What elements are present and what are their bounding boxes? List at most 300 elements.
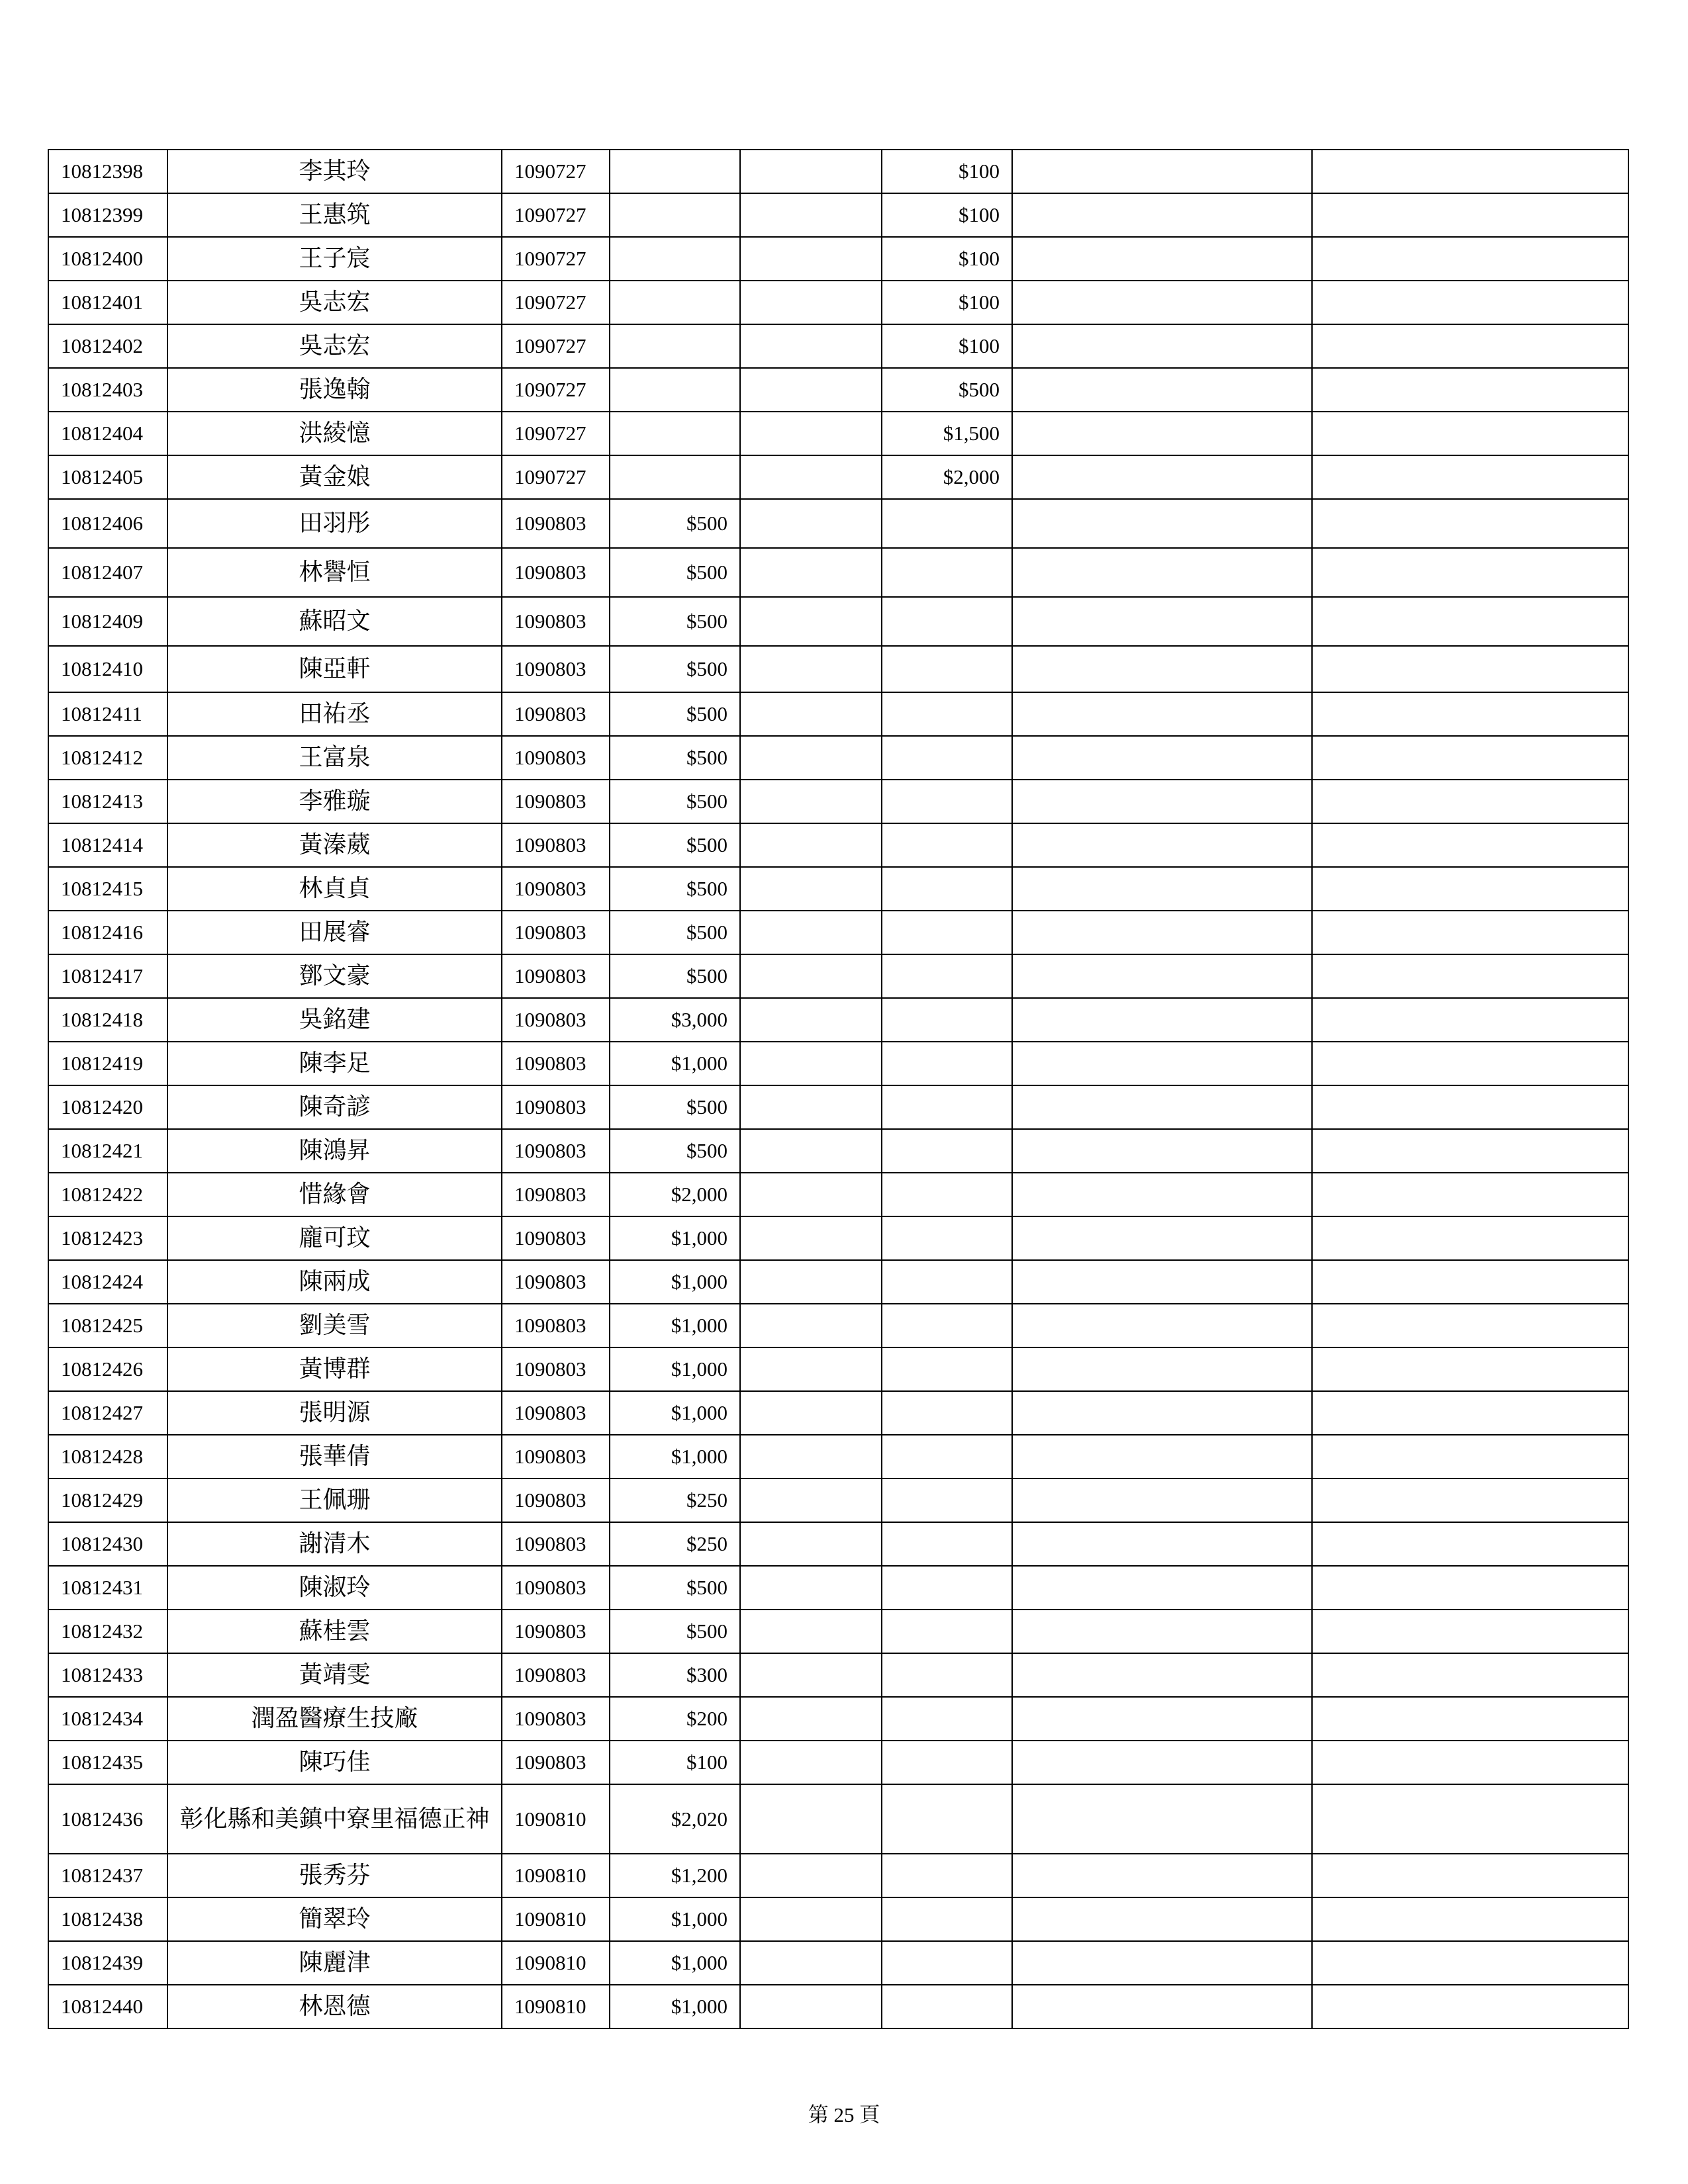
date-cell: 1090803 xyxy=(502,1741,610,1784)
amount-alt-cell xyxy=(882,867,1012,911)
table-row xyxy=(48,455,1628,499)
blank-cell xyxy=(740,368,882,412)
donor-name-cell: 陳兩成 xyxy=(167,1260,502,1304)
donor-name-cell: 彰化縣和美鎮中寮里福德正神 xyxy=(167,1784,502,1854)
blank-cell xyxy=(1312,1985,1628,2028)
donor-name-cell: 王子宸 xyxy=(167,237,502,281)
table-row xyxy=(48,1566,1628,1610)
blank-cell xyxy=(1312,1479,1628,1522)
date-cell: 1090727 xyxy=(502,281,610,324)
amount-cell xyxy=(610,237,740,281)
blank-cell xyxy=(740,548,882,597)
amount-alt-cell: $100 xyxy=(882,150,1012,193)
amount-alt-cell: $100 xyxy=(882,237,1012,281)
amount-alt-cell xyxy=(882,1479,1012,1522)
donor-name-cell: 謝清木 xyxy=(167,1522,502,1566)
donor-id-cell: 10812423 xyxy=(48,1216,167,1260)
date-cell: 1090803 xyxy=(502,823,610,867)
blank-cell xyxy=(1312,1653,1628,1697)
blank-cell xyxy=(740,736,882,780)
donor-id-cell: 10812433 xyxy=(48,1653,167,1697)
blank-cell xyxy=(1312,1129,1628,1173)
blank-cell xyxy=(1312,692,1628,736)
blank-cell xyxy=(1312,911,1628,954)
blank-cell xyxy=(1012,193,1312,237)
donor-name-cell: 陳奇諺 xyxy=(167,1085,502,1129)
blank-cell xyxy=(740,324,882,368)
blank-cell xyxy=(740,1741,882,1784)
table-row xyxy=(48,1173,1628,1216)
donor-id-cell: 10812411 xyxy=(48,692,167,736)
date-cell: 1090810 xyxy=(502,1941,610,1985)
blank-cell xyxy=(1012,954,1312,998)
blank-cell xyxy=(740,780,882,823)
blank-cell xyxy=(740,1260,882,1304)
amount-cell: $1,000 xyxy=(610,1391,740,1435)
table-row xyxy=(48,1522,1628,1566)
blank-cell xyxy=(740,150,882,193)
blank-cell xyxy=(1012,692,1312,736)
date-cell: 1090803 xyxy=(502,1435,610,1479)
blank-cell xyxy=(1312,1941,1628,1985)
table-row xyxy=(48,499,1628,548)
date-cell: 1090727 xyxy=(502,193,610,237)
donor-id-cell: 10812399 xyxy=(48,193,167,237)
table-body xyxy=(48,150,1628,2028)
amount-alt-cell xyxy=(882,1697,1012,1741)
donor-id-cell: 10812435 xyxy=(48,1741,167,1784)
blank-cell xyxy=(1012,823,1312,867)
donor-name-cell: 黃靖雯 xyxy=(167,1653,502,1697)
date-cell: 1090803 xyxy=(502,1216,610,1260)
donor-id-cell: 10812403 xyxy=(48,368,167,412)
blank-cell xyxy=(1312,1610,1628,1653)
amount-cell: $1,000 xyxy=(610,1260,740,1304)
amount-cell: $1,000 xyxy=(610,1216,740,1260)
donor-id-cell: 10812402 xyxy=(48,324,167,368)
blank-cell xyxy=(1012,867,1312,911)
page-number: 第 25 頁 xyxy=(808,2103,880,2126)
blank-cell xyxy=(740,1435,882,1479)
blank-cell xyxy=(740,1085,882,1129)
donor-name-cell: 吳志宏 xyxy=(167,324,502,368)
donor-id-cell: 10812406 xyxy=(48,499,167,548)
amount-alt-cell xyxy=(882,1985,1012,2028)
donor-name-cell: 陳麗津 xyxy=(167,1941,502,1985)
amount-cell: $500 xyxy=(610,911,740,954)
donor-name-cell: 陳亞軒 xyxy=(167,646,502,692)
table-row xyxy=(48,1347,1628,1391)
donor-name-cell: 李雅璇 xyxy=(167,780,502,823)
amount-cell xyxy=(610,281,740,324)
amount-alt-cell xyxy=(882,1435,1012,1479)
donor-id-cell: 10812418 xyxy=(48,998,167,1042)
donor-id-cell: 10812440 xyxy=(48,1985,167,2028)
blank-cell xyxy=(740,1129,882,1173)
amount-alt-cell: $1,500 xyxy=(882,412,1012,455)
date-cell: 1090803 xyxy=(502,1653,610,1697)
blank-cell xyxy=(740,998,882,1042)
blank-cell xyxy=(1012,1435,1312,1479)
date-cell: 1090803 xyxy=(502,1479,610,1522)
blank-cell xyxy=(1312,780,1628,823)
blank-cell xyxy=(1012,1260,1312,1304)
table-row xyxy=(48,1216,1628,1260)
amount-cell: $500 xyxy=(610,692,740,736)
donor-id-cell: 10812405 xyxy=(48,455,167,499)
amount-alt-cell xyxy=(882,548,1012,597)
blank-cell xyxy=(1012,1784,1312,1854)
date-cell: 1090803 xyxy=(502,692,610,736)
table-row xyxy=(48,193,1628,237)
date-cell: 1090727 xyxy=(502,324,610,368)
blank-cell xyxy=(1012,150,1312,193)
donor-id-cell: 10812412 xyxy=(48,736,167,780)
blank-cell xyxy=(1012,1985,1312,2028)
table-row xyxy=(48,1985,1628,2028)
amount-cell xyxy=(610,412,740,455)
donor-id-cell: 10812438 xyxy=(48,1897,167,1941)
blank-cell xyxy=(740,1173,882,1216)
blank-cell xyxy=(1012,1304,1312,1347)
donor-id-cell: 10812428 xyxy=(48,1435,167,1479)
date-cell: 1090803 xyxy=(502,1304,610,1347)
donor-id-cell: 10812431 xyxy=(48,1566,167,1610)
date-cell: 1090727 xyxy=(502,237,610,281)
blank-cell xyxy=(1012,237,1312,281)
amount-alt-cell xyxy=(882,1741,1012,1784)
amount-alt-cell xyxy=(882,1042,1012,1085)
amount-cell: $500 xyxy=(610,736,740,780)
table-row xyxy=(48,1042,1628,1085)
blank-cell xyxy=(1312,1347,1628,1391)
donor-name-cell: 黃博群 xyxy=(167,1347,502,1391)
amount-alt-cell xyxy=(882,1941,1012,1985)
donor-name-cell: 張華倩 xyxy=(167,1435,502,1479)
blank-cell xyxy=(740,1653,882,1697)
blank-cell xyxy=(740,1697,882,1741)
donor-name-cell: 龐可玟 xyxy=(167,1216,502,1260)
blank-cell xyxy=(740,1347,882,1391)
amount-alt-cell: $500 xyxy=(882,368,1012,412)
donation-table xyxy=(48,149,1629,2029)
blank-cell xyxy=(1012,1042,1312,1085)
blank-cell xyxy=(1312,548,1628,597)
amount-cell: $500 xyxy=(610,823,740,867)
amount-cell: $500 xyxy=(610,1610,740,1653)
date-cell: 1090803 xyxy=(502,1042,610,1085)
amount-cell: $250 xyxy=(610,1479,740,1522)
donor-id-cell: 10812417 xyxy=(48,954,167,998)
donor-id-cell: 10812414 xyxy=(48,823,167,867)
amount-alt-cell xyxy=(882,911,1012,954)
blank-cell xyxy=(1012,1173,1312,1216)
donor-id-cell: 10812437 xyxy=(48,1854,167,1897)
table-row xyxy=(48,412,1628,455)
amount-cell: $500 xyxy=(610,954,740,998)
donor-id-cell: 10812434 xyxy=(48,1697,167,1741)
amount-cell: $2,020 xyxy=(610,1784,740,1854)
donor-id-cell: 10812425 xyxy=(48,1304,167,1347)
amount-cell xyxy=(610,455,740,499)
table-row xyxy=(48,1897,1628,1941)
amount-cell: $500 xyxy=(610,646,740,692)
donor-name-cell: 田祐丞 xyxy=(167,692,502,736)
blank-cell xyxy=(1312,412,1628,455)
amount-cell: $3,000 xyxy=(610,998,740,1042)
donor-name-cell: 陳李足 xyxy=(167,1042,502,1085)
amount-cell: $1,000 xyxy=(610,1435,740,1479)
blank-cell xyxy=(1012,281,1312,324)
blank-cell xyxy=(740,1304,882,1347)
amount-alt-cell xyxy=(882,1304,1012,1347)
donor-name-cell: 陳淑玲 xyxy=(167,1566,502,1610)
blank-cell xyxy=(1012,1897,1312,1941)
amount-alt-cell xyxy=(882,1391,1012,1435)
date-cell: 1090803 xyxy=(502,646,610,692)
table-row xyxy=(48,1260,1628,1304)
donor-name-cell: 蘇桂雲 xyxy=(167,1610,502,1653)
amount-alt-cell xyxy=(882,499,1012,548)
amount-alt-cell xyxy=(882,1216,1012,1260)
blank-cell xyxy=(1012,368,1312,412)
blank-cell xyxy=(1012,1741,1312,1784)
blank-cell xyxy=(740,412,882,455)
amount-alt-cell xyxy=(882,1129,1012,1173)
amount-alt-cell xyxy=(882,1566,1012,1610)
date-cell: 1090803 xyxy=(502,548,610,597)
blank-cell xyxy=(740,1854,882,1897)
date-cell: 1090803 xyxy=(502,1260,610,1304)
blank-cell xyxy=(740,867,882,911)
blank-cell xyxy=(1312,998,1628,1042)
blank-cell xyxy=(740,499,882,548)
table-row xyxy=(48,736,1628,780)
blank-cell xyxy=(740,1985,882,2028)
blank-cell xyxy=(740,1610,882,1653)
amount-cell: $500 xyxy=(610,597,740,646)
date-cell: 1090727 xyxy=(502,455,610,499)
table-row xyxy=(48,281,1628,324)
date-cell: 1090727 xyxy=(502,150,610,193)
table-row xyxy=(48,1610,1628,1653)
amount-alt-cell xyxy=(882,823,1012,867)
donor-name-cell: 惜緣會 xyxy=(167,1173,502,1216)
amount-cell: $500 xyxy=(610,1085,740,1129)
amount-cell: $2,000 xyxy=(610,1173,740,1216)
date-cell: 1090727 xyxy=(502,368,610,412)
blank-cell xyxy=(1312,1173,1628,1216)
table-row xyxy=(48,646,1628,692)
donor-id-cell: 10812439 xyxy=(48,1941,167,1985)
blank-cell xyxy=(1312,281,1628,324)
donor-id-cell: 10812424 xyxy=(48,1260,167,1304)
blank-cell xyxy=(740,281,882,324)
date-cell: 1090803 xyxy=(502,867,610,911)
blank-cell xyxy=(1312,1854,1628,1897)
blank-cell xyxy=(1012,998,1312,1042)
amount-cell xyxy=(610,368,740,412)
donor-name-cell: 林恩德 xyxy=(167,1985,502,2028)
amount-alt-cell xyxy=(882,1173,1012,1216)
amount-cell xyxy=(610,324,740,368)
blank-cell xyxy=(740,1784,882,1854)
date-cell: 1090803 xyxy=(502,597,610,646)
blank-cell xyxy=(1312,1522,1628,1566)
date-cell: 1090803 xyxy=(502,911,610,954)
date-cell: 1090803 xyxy=(502,1610,610,1653)
table-row xyxy=(48,780,1628,823)
blank-cell xyxy=(740,455,882,499)
amount-alt-cell xyxy=(882,780,1012,823)
blank-cell xyxy=(1012,412,1312,455)
amount-alt-cell xyxy=(882,1897,1012,1941)
amount-alt-cell xyxy=(882,1347,1012,1391)
donor-name-cell: 李其玲 xyxy=(167,150,502,193)
date-cell: 1090810 xyxy=(502,1985,610,2028)
table-row xyxy=(48,1435,1628,1479)
blank-cell xyxy=(1312,1216,1628,1260)
amount-cell: $500 xyxy=(610,867,740,911)
donor-id-cell: 10812421 xyxy=(48,1129,167,1173)
amount-alt-cell xyxy=(882,1784,1012,1854)
table-row xyxy=(48,1854,1628,1897)
table-row xyxy=(48,1941,1628,1985)
donor-name-cell: 林譽恒 xyxy=(167,548,502,597)
date-cell: 1090803 xyxy=(502,499,610,548)
blank-cell xyxy=(1012,1391,1312,1435)
table-row xyxy=(48,998,1628,1042)
date-cell: 1090803 xyxy=(502,1391,610,1435)
blank-cell xyxy=(1012,597,1312,646)
donor-id-cell: 10812401 xyxy=(48,281,167,324)
blank-cell xyxy=(1312,368,1628,412)
donor-name-cell: 田羽彤 xyxy=(167,499,502,548)
amount-cell xyxy=(610,150,740,193)
table-row xyxy=(48,1697,1628,1741)
donor-name-cell: 潤盈醫療生技廠 xyxy=(167,1697,502,1741)
amount-cell xyxy=(610,193,740,237)
blank-cell xyxy=(1012,1129,1312,1173)
blank-cell xyxy=(1012,780,1312,823)
amount-alt-cell xyxy=(882,1610,1012,1653)
blank-cell xyxy=(740,911,882,954)
blank-cell xyxy=(1012,1653,1312,1697)
amount-alt-cell: $2,000 xyxy=(882,455,1012,499)
blank-cell xyxy=(740,1391,882,1435)
table-row xyxy=(48,1304,1628,1347)
amount-cell: $1,000 xyxy=(610,1042,740,1085)
blank-cell xyxy=(740,1897,882,1941)
blank-cell xyxy=(1312,237,1628,281)
amount-cell: $1,000 xyxy=(610,1985,740,2028)
date-cell: 1090803 xyxy=(502,1697,610,1741)
donor-name-cell: 吳銘建 xyxy=(167,998,502,1042)
blank-cell xyxy=(1012,736,1312,780)
blank-cell xyxy=(740,692,882,736)
table-row xyxy=(48,548,1628,597)
donor-id-cell: 10812415 xyxy=(48,867,167,911)
donor-id-cell: 10812410 xyxy=(48,646,167,692)
amount-alt-cell xyxy=(882,736,1012,780)
blank-cell xyxy=(1312,823,1628,867)
table-row xyxy=(48,324,1628,368)
amount-cell: $1,000 xyxy=(610,1304,740,1347)
blank-cell xyxy=(1312,954,1628,998)
blank-cell xyxy=(1012,1216,1312,1260)
amount-alt-cell xyxy=(882,1260,1012,1304)
donor-id-cell: 10812413 xyxy=(48,780,167,823)
blank-cell xyxy=(1012,455,1312,499)
blank-cell xyxy=(1312,867,1628,911)
donor-name-cell: 陳巧佳 xyxy=(167,1741,502,1784)
blank-cell xyxy=(740,237,882,281)
date-cell: 1090803 xyxy=(502,780,610,823)
blank-cell xyxy=(1312,1897,1628,1941)
table-row xyxy=(48,1391,1628,1435)
amount-alt-cell xyxy=(882,597,1012,646)
blank-cell xyxy=(1312,1085,1628,1129)
table-row xyxy=(48,597,1628,646)
blank-cell xyxy=(1312,193,1628,237)
blank-cell xyxy=(1312,150,1628,193)
amount-alt-cell xyxy=(882,1085,1012,1129)
amount-cell: $500 xyxy=(610,1566,740,1610)
donor-name-cell: 鄧文豪 xyxy=(167,954,502,998)
blank-cell xyxy=(1312,1260,1628,1304)
donor-name-cell: 張逸翰 xyxy=(167,368,502,412)
table-row xyxy=(48,823,1628,867)
date-cell: 1090803 xyxy=(502,1173,610,1216)
blank-cell xyxy=(1012,1941,1312,1985)
donor-name-cell: 黃溱葳 xyxy=(167,823,502,867)
amount-alt-cell xyxy=(882,1653,1012,1697)
donor-name-cell: 王惠筑 xyxy=(167,193,502,237)
date-cell: 1090803 xyxy=(502,998,610,1042)
date-cell: 1090803 xyxy=(502,1129,610,1173)
donor-id-cell: 10812427 xyxy=(48,1391,167,1435)
donor-id-cell: 10812422 xyxy=(48,1173,167,1216)
blank-cell xyxy=(740,1479,882,1522)
blank-cell xyxy=(1312,1042,1628,1085)
amount-cell: $500 xyxy=(610,1129,740,1173)
date-cell: 1090810 xyxy=(502,1897,610,1941)
donor-id-cell: 10812398 xyxy=(48,150,167,193)
blank-cell xyxy=(1312,736,1628,780)
donor-name-cell: 田展睿 xyxy=(167,911,502,954)
date-cell: 1090803 xyxy=(502,1347,610,1391)
amount-alt-cell xyxy=(882,1854,1012,1897)
date-cell: 1090803 xyxy=(502,954,610,998)
table-row xyxy=(48,150,1628,193)
amount-cell: $1,000 xyxy=(610,1347,740,1391)
blank-cell xyxy=(1012,1610,1312,1653)
blank-cell xyxy=(1312,499,1628,548)
blank-cell xyxy=(740,1566,882,1610)
blank-cell xyxy=(740,1941,882,1985)
blank-cell xyxy=(1012,1522,1312,1566)
donor-name-cell: 陳鴻昇 xyxy=(167,1129,502,1173)
amount-cell: $1,000 xyxy=(610,1941,740,1985)
blank-cell xyxy=(1312,1435,1628,1479)
amount-alt-cell xyxy=(882,998,1012,1042)
blank-cell xyxy=(1312,1784,1628,1854)
blank-cell xyxy=(1312,1304,1628,1347)
donor-name-cell: 吳志宏 xyxy=(167,281,502,324)
amount-cell: $500 xyxy=(610,499,740,548)
table-row xyxy=(48,1085,1628,1129)
donor-name-cell: 張秀芬 xyxy=(167,1854,502,1897)
